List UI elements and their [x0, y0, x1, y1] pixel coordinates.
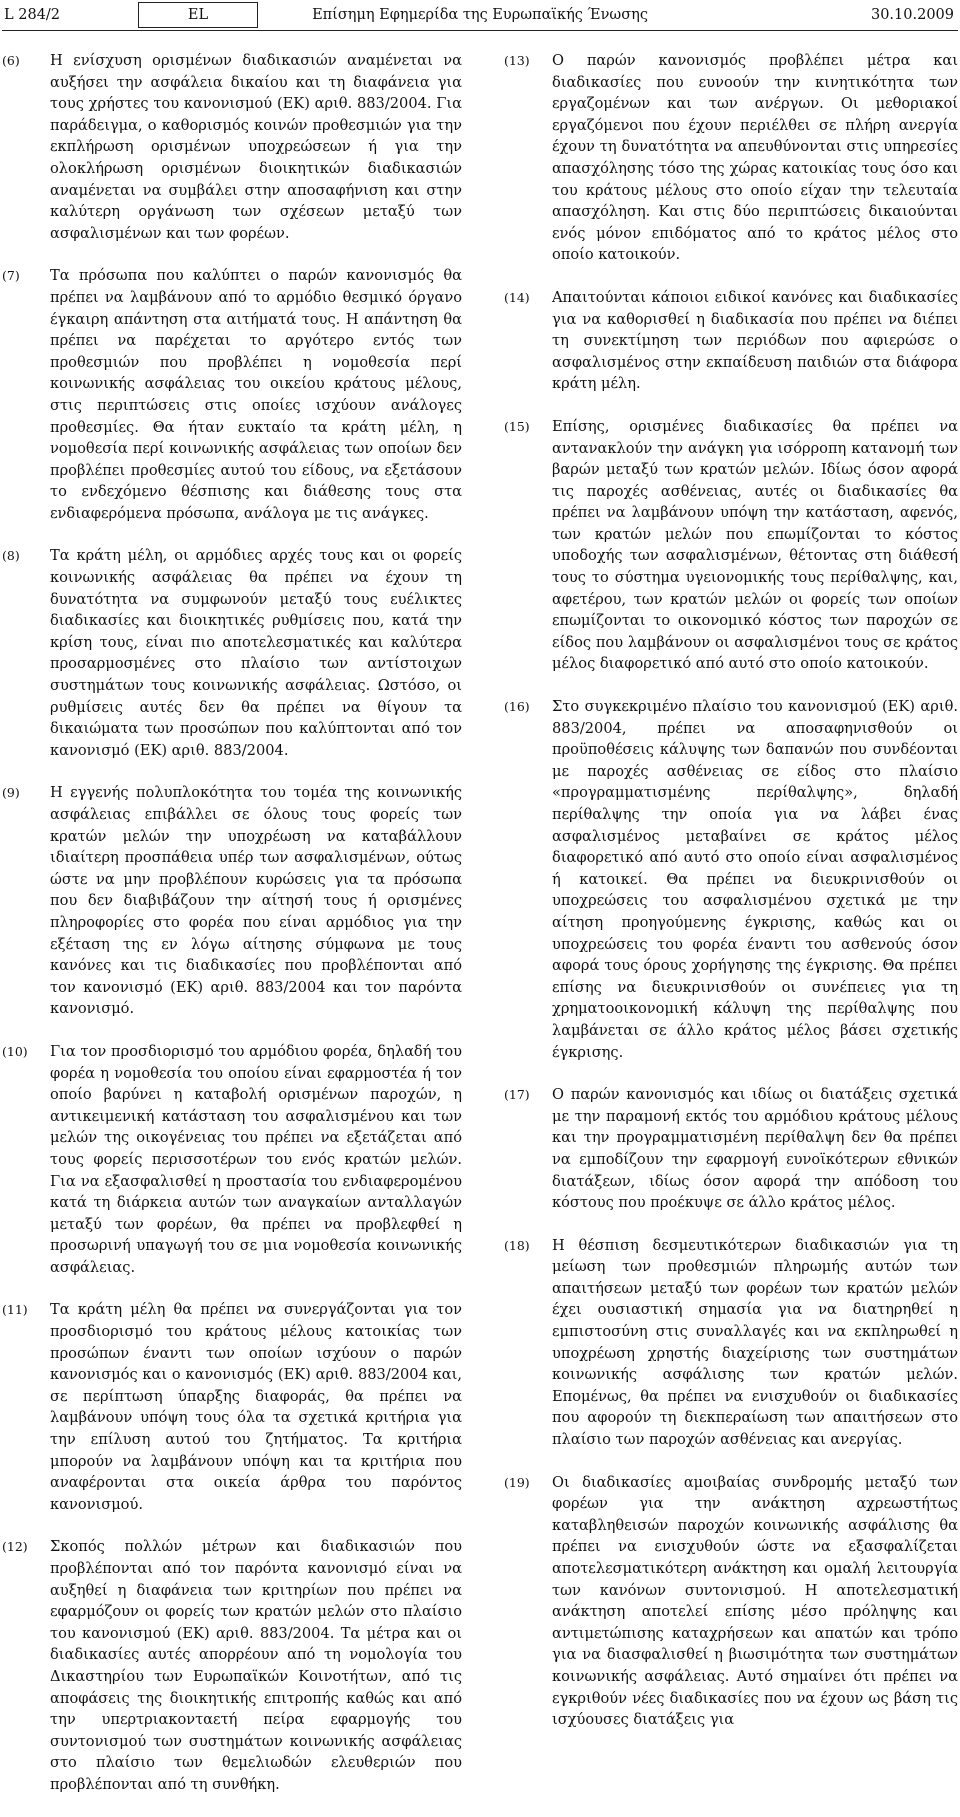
recital-number: (10) [2, 1043, 28, 1059]
recital-text: Επίσης, ορισμένες διαδικασίες θα πρέπει να αντανακλούν την ανάγκη για ισόρροπη κατανομή των βαρών μεταξύ των κρατών μελών. Ιδίως όσον αφορά τις παροχές ασθένειας, αυτές οι διαδικασίες θα πρέπει να λαμβάνουν υπόψη την κατάσταση, αφενός, των κρατών μελών που επωμίζονται το κόστος υποδοχής των ασφαλισμένων, θέτοντας στη διάθεσή τους το σύστημα υγειονομικής τους περίθαλψης, και, αφετέρου, των κρατών μελών οι φορείς των οποίων επωμίζονται το οικονομικό κόστος των παροχών σε είδος που λαμβάνουν οι ασφαλισμένοι τους σε κράτος μέλος διαφορετικό από αυτό στο οποίο κατοικούν. [552, 417, 958, 673]
recital-number: (17) [504, 1087, 530, 1103]
recital-text: Οι διαδικασίες αμοιβαίας συνδρομής μεταξύ των φορέων για την ανάκτηση αχρεωστήτως καταβληθεισών παροχών κοινωνικής ασφάλισης θα πρέπει να ενισχυθούν ώστε να εξασφαλίζεται αποτελεσματικότερη ανάκτηση και ομαλή λειτουργία των κανόνων συντονισμού. Η αποτελεσματική ανάκτηση αποτελεί επίσης μέσο πρόληψης και αντιμετώπισης καταχρήσεων και απατών και τρόπο για να διασφαλισθεί η βιωσιμότητα των συστημάτων κοινωνικής ασφάλειας. Αυτό σημαίνει ότι πρέπει να εγκριθούν νέες διαδικασίες που να έχουν ως βάση τις ισχύουσες διατάξεις για [552, 1473, 958, 1729]
page-header [2, 0, 958, 31]
right-column [504, 50, 958, 1752]
recital-item [2, 265, 462, 524]
recital-item [2, 782, 462, 1020]
recital-text: Ο παρών κανονισμός προβλέπει μέτρα και διαδικασίες που ευνοούν την κινητικότητα των εργαζομένων και των ανέργων. Οι μεθοριακοί εργαζόμενοι που έχουν περιέλθει σε πλήρη ανεργία έχουν τη δυνατότητα να απευθύνονται στις υπηρεσίες απασχόλησης τόσο της χώρας κατοικίας τους όσο και του κράτους μέλους στο οποίο είχαν την τελευταία απασχόληση. Και στις δύο περιπτώσεις δικαιούνται ενός μόνον επιδόματος από το κράτος μέλος στο οποίο κατοικούν. [552, 52, 958, 264]
recital-item [504, 1084, 958, 1214]
recital-text: Σκοπός πολλών μέτρων και διαδικασιών που προβλέπονται από τον παρόντα κανονισμό είναι να αυξηθεί η διαφάνεια των κριτηρίων που πρέπει να εφαρμόζουν οι φορείς των κρατών μελών στο πλαίσιο του κανονισμού (ΕΚ) αριθ. 883/2004. Τα μέτρα και οι διαδικασίες αυτές απορρέουν από τη νομολογία του Δικαστηρίου των Ευρωπαϊκών Κοινοτήτων, από τις αποφάσεις της διοικητικής επιτροπής καθώς και από την υπερτριακονταετή πείρα εφαρμογής του συντονισμού των συστημάτων κοινωνικής ασφάλειας στο πλαίσιο των θεμελιωδών ελευθεριών που προβλέπονται από τη συνθήκη. [50, 1538, 462, 1793]
recital-item [504, 1472, 958, 1731]
recital-text: Για τον προσδιορισμό του αρμόδιου φορέα, δηλαδή του φορέα η νομοθεσία του οποίου είναι εφαρμοστέα ή τον οποίο βαρύνει η καταβολή ορισμένων παροχών, η αντικειμενική κατάσταση του ασφαλισμένου και των μελών της οικογένειας του πρέπει να εξετάζεται από τους φορείς περισσοτέρων του ενός κρατών μελών. Για να εξασφαλισθεί η προστασία του ενδιαφερομένου κατά τη διάρκεια αυτών των αναγκαίων ανταλλαγών μεταξύ των φορέων, θα πρέπει να προβλεφθεί η προσωρινή υπαγωγή του σε μια νομοθεσία κοινωνικής ασφάλειας. [50, 1042, 462, 1276]
recital-text: Τα πρόσωπα που καλύπτει ο παρών κανονισμός θα πρέπει να λαμβάνουν από το αρμόδιο θεσμικό όργανο έγκαιρη απάντηση στα αιτήματά τους. Η απάντηση θα πρέπει να παρέχεται το αργότερο εντός των προθεσμιών που προβλέπει η νομοθεσία περί κοινωνικής ασφάλειας του οικείου κράτους μέλους, στις περιπτώσεις στις οποίες ισχύουν ανάλογες προθεσμίες. Θα ήταν ευκταίο τα κράτη μέλη, η νομοθεσία περί κοινωνικής ασφάλειας των οποίων δεν προβλέπει προθεσμίες αυτού του είδους, να εξετάσουν το ενδεχόμενο θέσπισης και διάθεσης τους στα ενδιαφερόμενα πρόσωπα, ανάλογα με τις ανάγκες. [50, 267, 462, 522]
recital-number: (7) [2, 268, 20, 284]
recital-item [2, 1041, 462, 1279]
recital-item [2, 50, 462, 244]
journal-title: Επίσημη Εφημερίδα της Ευρωπαϊκής Ένωσης [312, 7, 648, 23]
page-reference: L 284/2 [4, 7, 61, 23]
recital-text: Απαιτούνται κάποιοι ειδικοί κανόνες και διαδικασίες για να καθορισθεί η διαδικασία που πρέπει να διέπει τη συνεκτίμηση των περιόδων που αφιερώσε ο ασφαλισμένος στην εκπαίδευση παιδιών στα διάφορα κράτη μέλη. [552, 288, 958, 393]
recital-number: (16) [504, 699, 530, 715]
left-column [2, 50, 462, 1817]
recital-item [504, 696, 958, 1063]
recital-text: Τα κράτη μέλη, οι αρμόδιες αρχές τους και οι φορείς κοινωνικής ασφάλειας θα πρέπει να έχουν τη δυνατότητα να συμφωνούν μεταξύ τους ευέλικτες διαδικασίες και διοικητικές ρυθμίσεις που, κατά την κρίση τους, είναι πιο αποτελεσματικές και καλύτερα προσαρμοσμένες στο πλαίσιο των αντίστοιχων συστημάτων τους κοινωνικής ασφάλειας. Ωστόσο, οι ρυθμίσεις αυτές δεν θα πρέπει να θίγουν τα δικαιώματα των προσώπων που καλύπτονται από τον κανονισμό (ΕΚ) αριθ. 883/2004. [50, 547, 462, 759]
publication-date: 30.10.2009 [870, 7, 954, 23]
recital-number: (13) [504, 53, 530, 68]
recital-number: (15) [504, 418, 530, 434]
recital-text: Ο παρών κανονισμός και ιδίως οι διατάξεις σχετικά με την παραμονή εκτός του αρμόδιου κράτους μέλους και την προγραμματισμένη περίθαλψη δεν θα πρέπει να εμποδίζουν την εφαρμογή ευνοϊκότερων εθνικών διατάξεων, ιδίως όσον αφορά την απόδοση του κόστους που προέκυψε σε άλλο κράτος μέλος. [552, 1086, 958, 1212]
recital-item [504, 1235, 958, 1451]
recital-number: (18) [504, 1237, 530, 1253]
recital-number: (12) [2, 1539, 28, 1555]
recital-number: (6) [2, 53, 20, 68]
recital-number: (11) [2, 1302, 28, 1318]
recital-text: Η ενίσχυση ορισμένων διαδικασιών αναμένεται να αυξήσει την ασφάλεια δικαίου και τη διαφάνεια για τους χρήστες του κανονισμού (ΕΚ) αριθ. 883/2004. Για παράδειγμα, ο καθορισμός κοινών προθεσμιών για την εκπλήρωση ορισμένων υποχρεώσεων ή για την ολοκλήρωση ορισμένων διοικητικών διαδικασιών αναμένεται να συμβάλει στην αποσαφήνιση και στην καλύτερη οργάνωση των σχέσεων μεταξύ των ασφαλισμένων και των φορέων. [50, 52, 462, 242]
recital-number: (9) [2, 785, 20, 801]
recital-number: (14) [504, 289, 530, 305]
recital-number: (19) [504, 1474, 530, 1490]
recital-item [504, 287, 958, 395]
recital-item [2, 1536, 462, 1795]
recital-text: Στο συγκεκριμένο πλαίσιο του κανονισμού (ΕΚ) αριθ. 883/2004, πρέπει να αποσαφηνισθούν οι προϋποθέσεις κάλυψης των δαπανών που συνδέονται με παροχές ασθένειας σε είδος στο πλαίσιο «προγραμματισμένης περίθαλψης», δηλαδή περίθαλψης την οποία για να λάβει ένας ασφαλισμένος μεταβαίνει σε κράτος μέλος διαφορετικό από αυτό στο οποίο είναι ασφαλισμένος ή κατοικεί. Θα πρέπει να διευκρινισθούν οι υποχρεώσεις του ασφαλισμένου σχετικά με την αίτηση προηγούμενης έγκρισης, καθώς και οι υποχρεώσεις του φορέα έναντι του ασθενούς όσον αφορά τους όρους χορήγησης της έγκρισης. Θα πρέπει επίσης να διευκρινισθούν οι συνέπειες για τη χρηματοοικονομική κάλυψη της περίθαλψης που λαμβάνεται σε άλλο κράτος μέλος βάσει σχετικής έγκρισης. [552, 698, 958, 1061]
recital-item [504, 416, 958, 675]
recital-text: Η εγγενής πολυπλοκότητα του τομέα της κοινωνικής ασφάλειας επιβάλλει σε όλους τους φορείς των κρατών μελών την υποχρέωση να καταβάλλουν ιδιαίτερη προσπάθεια υπέρ των ασφαλισμένων, ούτως ώστε να μην προβλέπουν κυρώσεις για τα πρόσωπα που δεν διαβιβάζουν την αίτησή τους ή ορισμένες πληροφορίες στο φορέα που είναι αρμόδιος για την εξέταση της εν λόγω αίτησης σύμφωνα με τους κανόνες και τις διαδικασίες που προβλέπονται από τον κανονισμό (ΕΚ) αριθ. 883/2004 και τον παρόντα κανονισμό. [50, 784, 462, 1018]
language-code-box: EL [138, 2, 258, 28]
recital-number: (8) [2, 548, 20, 564]
recital-item [2, 545, 462, 761]
recital-item [2, 1299, 462, 1515]
recital-item [504, 50, 958, 266]
recital-text: Η θέσπιση δεσμευτικότερων διαδικασιών για τη μείωση των προθεσμιών πληρωμής αυτών των απαιτήσεων μεταξύ των φορέων των κρατών μελών έχει ουσιαστική σημασία για να διατηρηθεί η εμπιστοσύνη στις συναλλαγές και να εκπληρωθεί η υποχρέωση χρηστής διαχείρισης των συστημάτων κοινωνικής ασφάλισης των κρατών μελών. Επομένως, θα πρέπει να ενισχυθούν οι διαδικασίες που αφορούν τη διεκπεραίωση των απαιτήσεων στο πλαίσιο των παροχών ασθένειας και ανεργίας. [552, 1236, 958, 1449]
recital-text: Τα κράτη μέλη θα πρέπει να συνεργάζονται για τον προσδιορισμό του κράτους μέλους κατοικίας των προσώπων έναντι των οποίων ισχύουν ο παρών κανονισμός και ο κανονισμός (ΕΚ) αριθ. 883/2004 και, σε περίπτωση ύπαρξης διαφοράς, θα πρέπει να λαμβάνουν υπόψη τους όλα τα σχετικά κριτήρια για την επίλυση αυτού του ζητήματος. Τα κριτήρια μπορούν να λαμβάνουν υπόψη και τα κριτήρια που αναφέρονται στα οικεία άρθρα του παρόντος κανονισμού. [50, 1301, 462, 1513]
